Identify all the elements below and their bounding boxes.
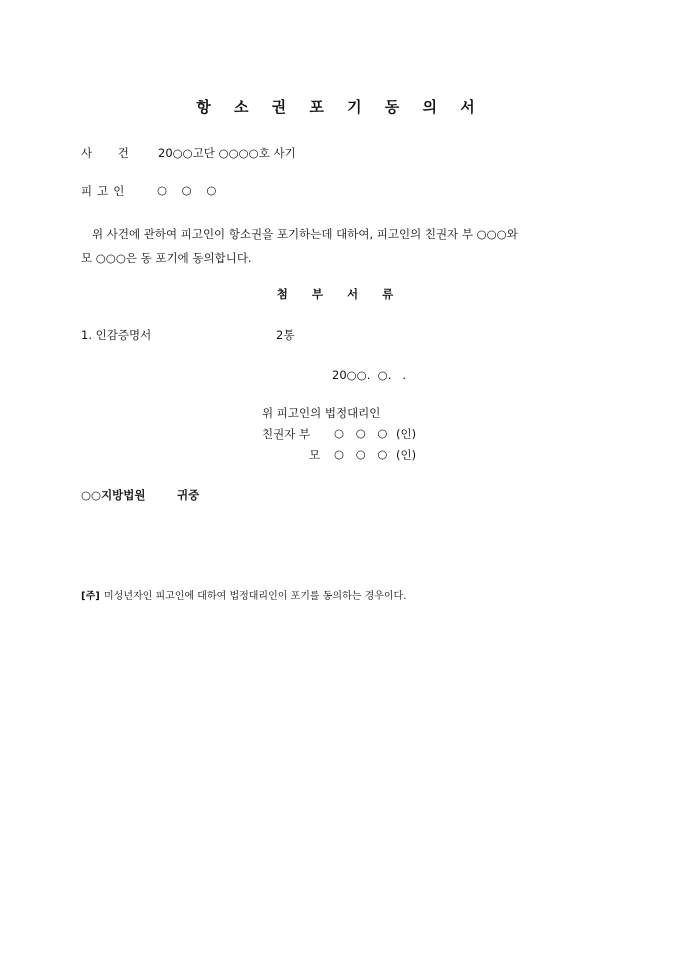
attachments-heading: 첨 부 서 류 — [276, 287, 404, 301]
note-tag: [주] — [81, 591, 100, 602]
note-text: 미성년자인 피고인에 대하여 법정대리인이 포기를 동의하는 경우이다. — [104, 591, 407, 602]
consent-paragraph — [81, 222, 611, 270]
court-suffix: 귀중 — [177, 488, 200, 502]
father-name: ○ ○ ○ — [334, 426, 392, 440]
consent-line-2: 모 ○○○은 동 포기에 동의합니다. — [81, 251, 252, 265]
defendant-label: 피고인 — [81, 184, 130, 198]
document-title: 항 소 권 포 기 동 의 서 — [196, 98, 484, 116]
mother-seal: (인) — [396, 448, 417, 462]
case-value: 20○○고단 ○○○○호 사기 — [158, 146, 296, 160]
defendant-name: ○ ○ ○ — [157, 183, 217, 197]
father-seal: (인) — [396, 427, 417, 441]
attachment-item-name: 1. 인감증명서 — [81, 328, 152, 342]
mother-label: 모 — [309, 448, 321, 462]
court-name: ○○지방법원 — [81, 488, 146, 502]
case-label: 사 건 — [81, 146, 140, 160]
document-date: 20○○. ○. . — [332, 368, 406, 382]
attachment-item-count: 2통 — [276, 328, 295, 342]
consent-line-1: 위 사건에 관하여 피고인이 항소권을 포기하는데 대하여, 피고인의 친권자 부 ○○○와 — [92, 227, 518, 241]
representative-heading: 위 피고인의 법정대리인 — [262, 406, 381, 420]
father-label: 친권자 부 — [262, 427, 311, 441]
mother-name: ○ ○ ○ — [334, 447, 392, 461]
